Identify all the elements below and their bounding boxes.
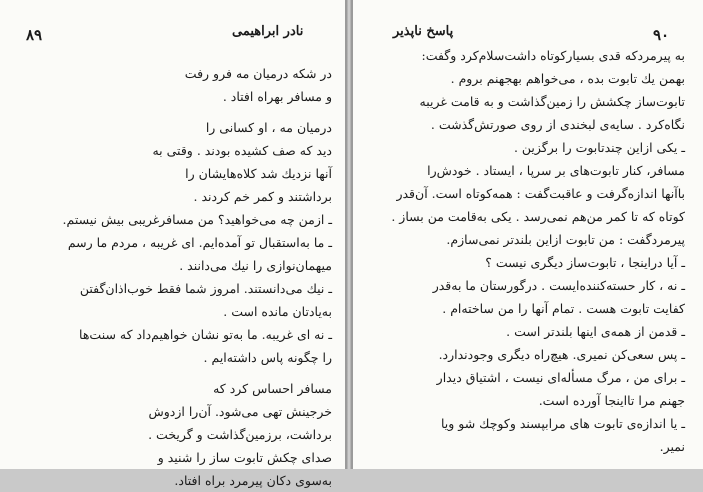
text-line: ـ ازمن چه می‌خواهید؟ من مسافرغریبی بیش نیستم. bbox=[62, 212, 332, 227]
text-line: بهمن یك تابوت بده ، می‌خواهم بهجهنم بروم . bbox=[450, 71, 685, 86]
paragraph-gap bbox=[36, 108, 332, 116]
paragraph-gap bbox=[36, 369, 332, 377]
right-page-header: پاسخ ناپذیر bbox=[393, 24, 454, 39]
text-line: برداشتند و کمر خم کردند . bbox=[193, 189, 332, 204]
left-page bbox=[0, 0, 346, 488]
text-line: ـ یا اندازه‌ی تابوت های مرابپسند وکوچك شو ویا bbox=[440, 416, 685, 431]
text-line: برداشت، برزمین‌گذاشت و گریخت . bbox=[148, 427, 332, 442]
text-line: میهمان‌نوازی را نیك می‌دانند . bbox=[179, 258, 332, 273]
text-line: آنها نزدیك شد کلاه‌هایشان را bbox=[185, 166, 332, 181]
text-line: به‌سوی دکان پیرمرد براه افتاد. bbox=[174, 473, 332, 488]
left-page-body bbox=[36, 62, 332, 492]
text-line: صدای چکش تابوت ساز را شنید و bbox=[157, 450, 332, 465]
text-line: خرجینش تهی می‌شود. آن‌را ازدوش bbox=[148, 404, 332, 419]
left-page-number: ۸۹ bbox=[26, 26, 43, 44]
text-line: جهنم مرا تااینجا آورده است. bbox=[538, 393, 685, 408]
text-line: نگاه‌کرد . سایه‌ی لبخندی از روی صورتش‌گذشت . bbox=[430, 117, 685, 132]
right-page-number: ۹۰ bbox=[653, 26, 670, 44]
left-page-header: نادر ابراهیمی bbox=[232, 24, 304, 39]
text-line: ـ آیا دراینجا ، تابوت‌ساز دیگری نیست ؟ bbox=[485, 255, 685, 270]
text-line: کوتاه که تا کمر من‌هم نمی‌رسد . یکی به‌قامت من بساز . bbox=[391, 209, 685, 224]
text-line: ـ نیك می‌دانستند. امروز شما فقط خوب‌اذان‌گفتن bbox=[79, 281, 332, 296]
text-line: ـ نه ، کار حسته‌کننده‌ایست . درگورستان ما به‌قدر bbox=[432, 278, 685, 293]
text-line: ـ قدمن از همه‌ی اینها بلندتر است . bbox=[506, 324, 685, 339]
right-page-body bbox=[373, 44, 685, 458]
text-line: را چگونه پاس داشته‌ایم . bbox=[203, 350, 332, 365]
text-line: ـ برای من ، مرگ مسأله‌ای نیست ، اشتیاق دیدار bbox=[436, 370, 685, 385]
text-line: دید که صف کشیده بودند . وقتی به bbox=[152, 143, 332, 158]
text-line: باآنها اندازه‌گرفت و عاقبت‌گفت : همه‌کوتاه است. آن‌قدر bbox=[396, 186, 685, 201]
text-line: پیرمردگفت : من تابوت ازاین بلندتر نمی‌سازم. bbox=[446, 232, 685, 247]
right-page bbox=[352, 0, 703, 469]
text-line: ـ پس سعی‌کن نمیری. هیچ‌راه دیگری وجودندارد. bbox=[438, 347, 685, 362]
text-line: تابوت‌ساز چکشش را زمین‌گذاشت و به قامت غریبه bbox=[419, 94, 685, 109]
text-line: ـ یکی ازاین چندتابوت را برگزین . bbox=[513, 140, 685, 155]
text-line: ـ نه ای غریبه. ما به‌تو نشان خواهیم‌داد که سنت‌ها bbox=[79, 327, 332, 342]
text-line: در شکه درمیان مه فرو رفت bbox=[184, 66, 332, 81]
text-line: مسافر احساس کرد که bbox=[213, 381, 332, 396]
text-line: کفایت تابوت هست . تمام آنها را من ساخته‌ام . bbox=[442, 301, 685, 316]
text-line: درمیان مه ، او کسانی را bbox=[205, 120, 332, 135]
text-line: ـ ما به‌استقبال تو آمده‌ایم. ای غریبه ، مردم ما رسم bbox=[67, 235, 332, 250]
text-line: مسافر، کنار تابوت‌های بر سرپا ، ایستاد . خودش‌را bbox=[427, 163, 685, 178]
text-line: نمیر. bbox=[659, 439, 685, 454]
text-line: به پیرمردکه قدی بسیارکوتاه داشت‌سلام‌کرد وگفت: bbox=[421, 48, 685, 63]
text-line: به‌یادتان مانده است . bbox=[223, 304, 332, 319]
text-line: و مسافر بهراه افتاد . bbox=[222, 89, 332, 104]
